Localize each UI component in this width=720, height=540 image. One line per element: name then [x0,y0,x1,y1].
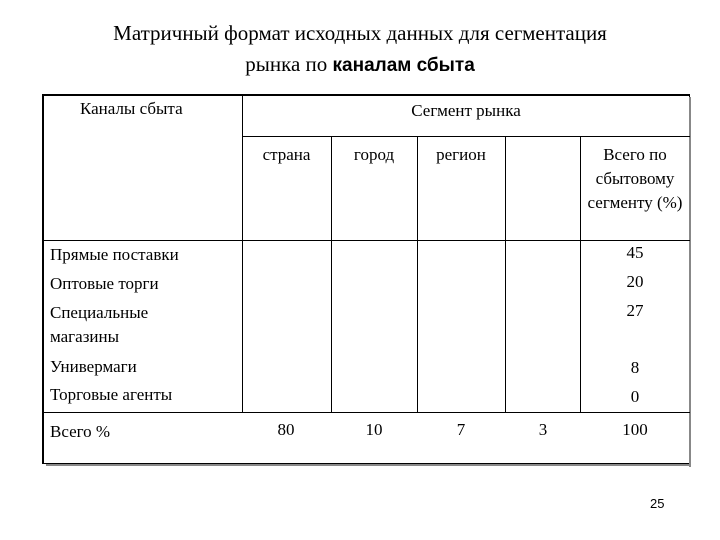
title-line-1: Матричный формат исходных данных для сегментация [113,21,607,45]
row-label-wholesale: Оптовые торги [50,274,159,293]
header-divider [242,136,690,137]
title-line-2-bold: каналам сбыта [332,55,475,76]
corner-header: Каналы сбыта [80,99,183,118]
row-total-sales-agents: 0 [630,387,640,406]
table-shadow-bottom [46,464,691,466]
column-header-total: Всего по сбытовому сегменту (%) [587,145,683,212]
corner-column-divider [242,94,243,412]
row-total-special-stores: 27 [626,301,644,320]
column-divider-3 [505,136,506,412]
totals-value-country: 80 [277,420,295,439]
row-total-wholesale: 20 [626,272,644,291]
title-line-2 [0,49,720,81]
row-total-direct-supply: 45 [626,243,644,262]
row-label-special-stores: Специальные магазины [50,303,149,346]
page-number: 25 [650,496,665,511]
totals-value-region: 7 [456,420,466,439]
row-label-direct-supply: Прямые поставки [50,245,179,264]
column-divider-2 [417,136,418,412]
column-header-city: город [353,145,395,164]
column-divider-1 [331,136,332,412]
totals-value-city: 10 [365,420,383,439]
totals-value-fourth: 3 [538,420,548,439]
column-header-country: страна [262,145,311,164]
totals-value-total: 100 [622,420,648,439]
group-header: Сегмент рынка [411,101,521,120]
header-bottom-line [42,240,690,241]
column-divider-4 [580,136,581,412]
totals-row-line [42,412,690,413]
title-line-2-prefix: рынка по [245,52,333,76]
row-label-department-stores: Универмаги [50,357,137,376]
row-total-department-stores: 8 [630,358,640,377]
totals-row-label: Всего % [50,422,111,441]
row-label-sales-agents: Торговые агенты [50,385,173,404]
column-header-region: регион [436,145,486,164]
slide-title [0,18,720,81]
